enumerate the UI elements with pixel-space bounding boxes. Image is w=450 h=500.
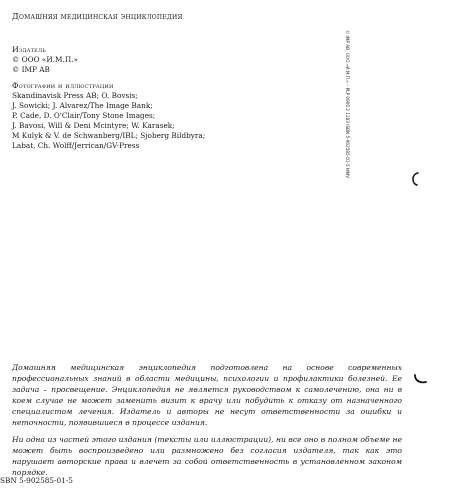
disclaimer-paragraph: Ни одна из частей этого издания (тексты или иллюстрации), ни все оно в полном объеме не может быть воспроизведено или размножено без согласия издателя, так как это нарушает авторские права и влечет за собой ответственность в установленном законом порядке. [12,435,402,477]
photo-credits-block [12,81,205,151]
photo-credit-line: Skandinavisk Press AB; O. Bovsis; [12,91,138,100]
vertical-imprint [344,30,352,240]
book-title: Домашняя медицинская энциклопедия [12,11,183,21]
vertical-imprint-text: © IMP AB, ООО «И.М.П.» – PLP 0900 2 1283 ISBN 5-902585-01-5 MMV [345,30,350,179]
photo-credit-line: M Kulyk & V. de Schwanberg/IBL; Sjoberg Bildbyra; [12,131,206,140]
disclaimer [12,362,402,484]
page-edge-mark-upper [408,171,422,187]
page-edge-mark-lower [412,373,428,385]
photo-credit-line: J. Sowicki; J. Alvarez/The Image Bank; [12,101,153,110]
isbn: SBN 5-902585-01-5 [0,476,73,485]
publisher-block [12,45,78,75]
publisher-line: © IMP AB [12,65,50,74]
publisher-line: © ООО «И.М.П.» [12,55,78,64]
publisher-heading: Издатель [12,45,46,54]
photo-credit-line: J. Bavosi, Will & Deni Mcintyre; W. Karasek; [12,121,175,130]
photo-credits-heading: Фотографии и иллюстрации [12,81,114,90]
photo-credit-line: Labat, Ch. Wolff/Jerrican/GV-Press [12,141,140,150]
disclaimer-paragraph: Домашняя медицинская энциклопедия подготовлена на основе современных профессиональных знаний в области медицины, психологии и профилактики болезней. Ее задача – просвещение. Энциклопедия не является руководством к самолечению, она ни в коем случае не может заменить визит к врачу или побудить к отказу от назначенного специалистом лечения. Издатель и авторы не несут ответственности за ошибки и неточности, появившиеся в процессе издания. [12,363,402,427]
photo-credit-line: P. Cade, D. O'Clair/Tony Stone Images; [12,111,156,120]
